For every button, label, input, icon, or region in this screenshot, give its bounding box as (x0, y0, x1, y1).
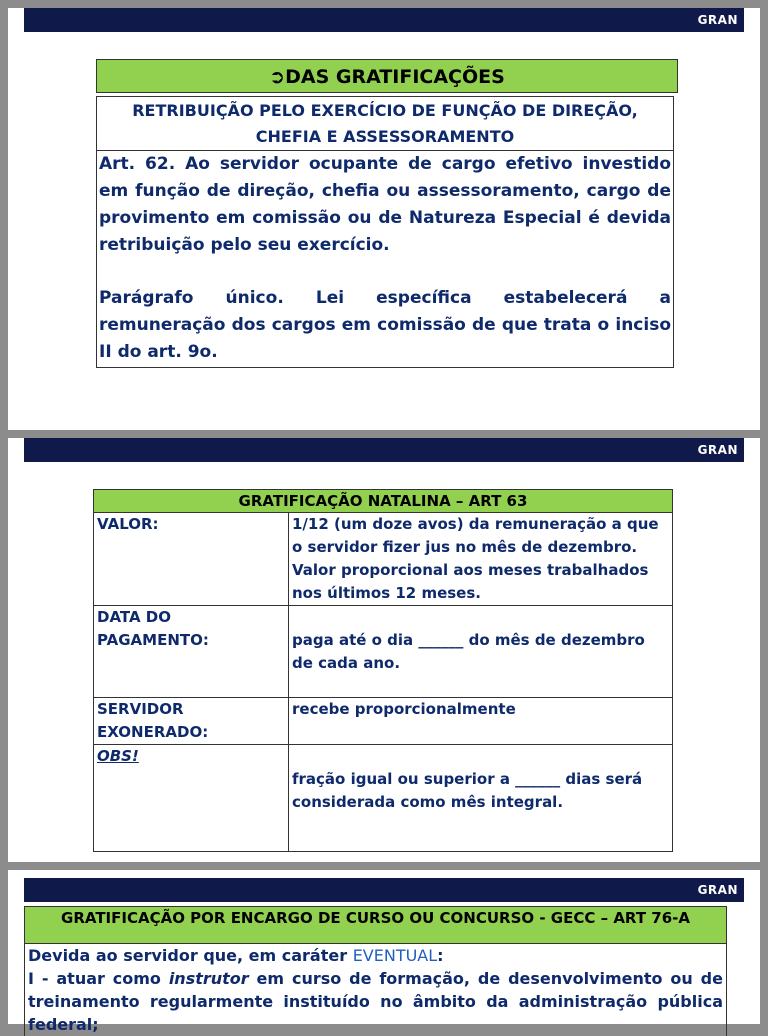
slide-gratificacao-natalina (8, 438, 760, 862)
obs-label: OBS! (94, 745, 289, 852)
table-row (94, 698, 673, 745)
eventual-highlight: EVENTUAL (352, 946, 438, 965)
natalina-table (93, 489, 673, 852)
label-line: DATA DO (97, 608, 171, 626)
header-bar (24, 878, 744, 902)
row-value: recebe proporcionalmente (289, 698, 673, 745)
item-italic: instrutor (168, 969, 249, 988)
gecc-title: GRATIFICAÇÃO POR ENCARGO DE CURSO OU CONCURSO - GECC – ART 76-A (24, 906, 727, 944)
subheading (97, 97, 673, 151)
value-line: Valor proporcional aos meses trabalhados nos últimos 12 meses. (292, 561, 649, 602)
gecc-body (24, 944, 727, 1036)
item-1 (28, 967, 723, 1036)
table-row (94, 513, 673, 606)
intro-suffix: : (437, 946, 444, 965)
subheading-line-1: RETRIBUIÇÃO PELO EXERCÍCIO DE FUNÇÃO DE DIREÇÃO, (132, 101, 638, 120)
table-title: GRATIFICAÇÃO NATALINA – ART 63 (94, 490, 673, 513)
table-row (94, 745, 673, 852)
article-box (96, 96, 674, 368)
article-text: Art. 62. Ao servidor ocupante de cargo efetivo investido em função de direção, chefia ou assessoramento, cargo de provimento em comissão ou de Natureza Especial é devida retribuição pelo seu exercício. (99, 154, 671, 255)
label-line: EXONERADO: (97, 723, 209, 741)
brand-logo: GRAN (697, 13, 738, 27)
brand-logo: GRAN (697, 883, 738, 897)
row-value: paga até o dia ______ do mês de dezembro de cada ano. (289, 606, 673, 698)
row-label (94, 698, 289, 745)
header-bar (24, 438, 744, 462)
table-row (94, 606, 673, 698)
header-bar (24, 8, 744, 32)
section-heading: ➲DAS GRATIFICAÇÕES (96, 59, 678, 93)
paragraph-text: Parágrafo único. Lei específica estabelecerá a remuneração dos cargos em comissão de que trata o inciso II do art. 9o. (99, 288, 671, 362)
intro-text: Devida ao servidor que, em caráter (28, 946, 353, 965)
item-prefix: I - atuar como (28, 969, 169, 988)
item-suffix: em curso de formação, de desenvolvimento ou de treinamento regularmente instituído no âmbito da administração pública federal; (28, 969, 723, 1034)
label-line: SERVIDOR (97, 700, 184, 718)
subheading-line-2: CHEFIA E ASSESSORAMENTO (255, 127, 515, 146)
row-label: VALOR: (94, 513, 289, 606)
label-line: PAGAMENTO: (97, 631, 209, 649)
row-value: fração igual ou superior a ______ dias será considerada como mês integral. (289, 745, 673, 852)
slide-gratificacoes (8, 8, 760, 430)
row-value (289, 513, 673, 606)
brand-logo: GRAN (697, 443, 738, 457)
slide-gecc (8, 870, 760, 1034)
row-label (94, 606, 289, 698)
value-line: 1/12 (um doze avos) da remuneração a que o servidor fizer jus no mês de dezembro. (292, 515, 659, 556)
intro-line (28, 944, 723, 967)
